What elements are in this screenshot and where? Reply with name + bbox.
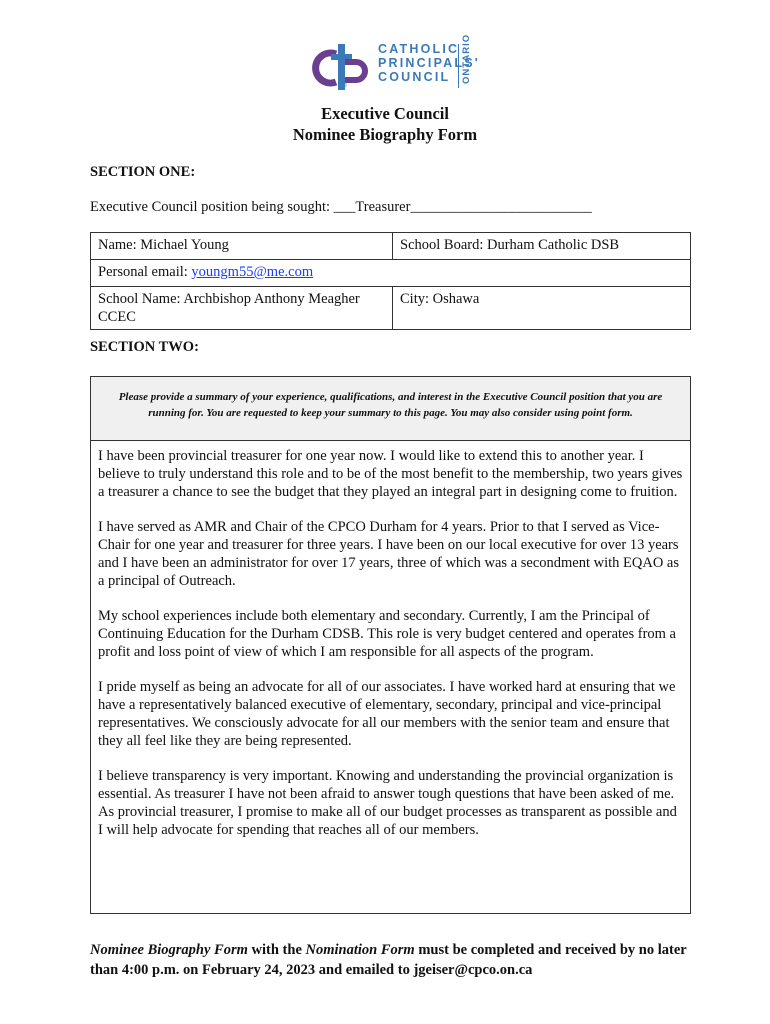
footer-text-1: with the <box>247 942 306 958</box>
logo-line-3: COUNCIL <box>378 70 451 84</box>
email-link[interactable]: youngm55@me.com <box>191 264 314 280</box>
form-title-line-2: Nominee Biography Form <box>292 125 478 144</box>
biography-text-area[interactable] <box>91 441 690 839</box>
school-name-field[interactable]: School Name: Archbishop Anthony Meagher CCEC <box>91 287 393 330</box>
biography-instructions: Please provide a summary of your experience, qualifications, and interest in the Executive Council position that you are running for. You are requested to keep your summary to this page. You may also consider using point form. <box>91 377 690 441</box>
section-two-heading: SECTION TWO: <box>90 339 199 355</box>
bio-paragraph: I believe transparency is very important. Knowing and understanding the provincial organization is essential. As treasurer I have not been afraid to answer tough questions that have been asked of me. As provincial treasurer, I promise to make all of our budget processes as transparent as possible and I will help advocate for spending that reaches all of our members. <box>98 768 677 838</box>
footer-form-name: Nominee Biography Form <box>90 942 248 958</box>
school-board-field[interactable]: School Board: Durham Catholic DSB <box>393 233 691 260</box>
footer-text-2: must be completed and received by no later than 4:00 p.m. on February 24, 2023 and emailed to jgeiser@cpco.on.ca <box>90 942 687 978</box>
registered-mark: ® <box>342 82 348 89</box>
biography-box <box>90 376 691 914</box>
cpco-logo <box>312 33 482 92</box>
position-value[interactable]: ___Treasurer_________________________ <box>333 199 592 215</box>
bio-paragraph: I pride myself as being an advocate for all of our associates. I have worked hard at ensuring that we have a representatively balanced executive of elementary, secondary, principal and vice-principal representatives. We consciously advocate for all our members with the senior team and ensure that they all feel like they are being represented. <box>98 679 676 749</box>
nominee-info-table <box>90 232 691 330</box>
email-label: Personal email: <box>98 264 192 280</box>
email-field[interactable] <box>91 260 691 287</box>
form-title-line-1: Executive Council <box>321 104 449 123</box>
bio-paragraph: I have served as AMR and Chair of the CPCO Durham for 4 years. Prior to that I served as Vice-Chair for one year and treasurer for three years. I have been on our local executive for over 13 years and I have been an administrator for over 17 years, three of which was a secondment with EQAO as a principal of Outreach. <box>98 519 680 589</box>
section-one-heading: SECTION ONE: <box>90 164 196 180</box>
footer-nomination-form: Nomination Form <box>305 942 415 958</box>
name-field[interactable]: Name: Michael Young <box>91 233 393 260</box>
logo-ontario <box>458 33 473 88</box>
logo-ontario-text: ONTARIO <box>461 33 472 84</box>
submission-note <box>90 940 695 980</box>
logo-line-1: CATHOLIC <box>378 42 460 56</box>
position-label: Executive Council position being sought: <box>90 199 331 215</box>
city-field[interactable]: City: Oshawa <box>393 287 691 330</box>
bio-paragraph: My school experiences include both elementary and secondary. Currently, I am the Principal of Continuing Education for the Durham CDSB. This role is very budget centered and operates from a profit and loss point of view of which I am responsible for all aspects of the program. <box>98 608 676 660</box>
bio-paragraph: I have been provincial treasurer for one year now. I would like to extend this to another year. I believe to truly understand this role and to be of the most benefit to the membership, two years gives a treasurer a chance to see the budget that they played an integral part in designing come to fruition. <box>98 448 683 500</box>
logo-line-2: PRINCIPALS' <box>378 56 480 70</box>
position-sought <box>90 199 592 216</box>
